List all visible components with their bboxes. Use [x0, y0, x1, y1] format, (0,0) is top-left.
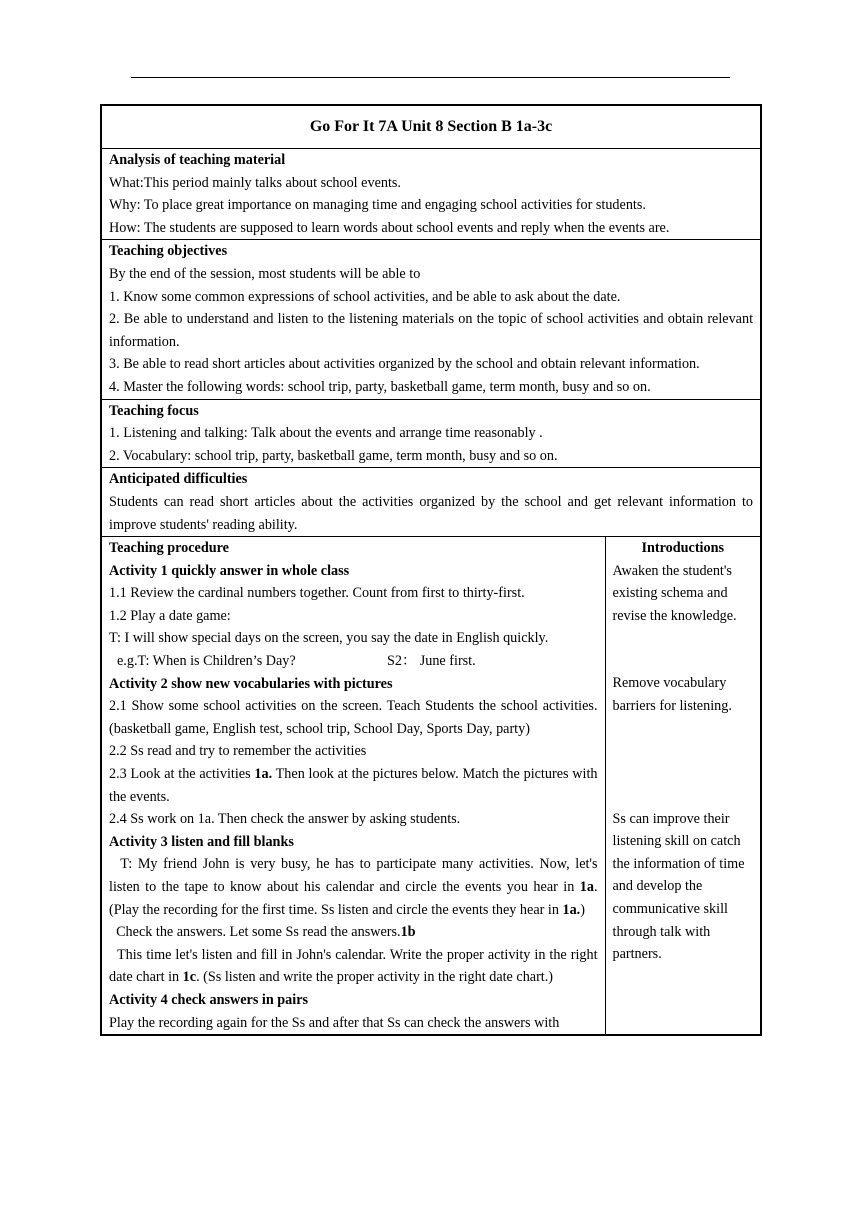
title-row — [101, 105, 761, 149]
objective-4: 4. Master the following words: school trip, party, basketball game, term month, busy and so on. — [109, 378, 651, 395]
activity-1-teacher-line: T: I will show special days on the screen, you say the date in English quickly. — [109, 630, 549, 647]
focus-row — [101, 399, 761, 468]
example-answer: S2： June first. — [387, 653, 476, 670]
activity-3-paragraph-2 — [109, 921, 598, 944]
objectives-row — [101, 240, 761, 399]
p1-text-3: ) — [580, 901, 585, 918]
p1-ref-2: 1a. — [562, 901, 581, 918]
procedure-heading: Teaching procedure — [109, 540, 229, 557]
activity-1-step-1: 1.1 Review the cardinal numbers together. Count from first to thirty-first. — [109, 585, 525, 602]
objectives-intro: By the end of the session, most students will be able to — [109, 265, 421, 282]
p3-ref: 1c — [182, 969, 197, 986]
p2-text: Check the answers. Let some Ss read the answers. — [109, 924, 401, 941]
step-3-text: 2.3 Look at the activities — [109, 766, 255, 783]
difficulties-text: Students can read short articles about the activities organized by the school and get relevant information to improve students' reading ability. — [109, 493, 754, 533]
focus-2: 2. Vocabulary: school trip, party, basketball game, term month, busy and so on. — [109, 447, 558, 464]
difficulties-row — [101, 468, 761, 537]
p2-ref: 1b — [400, 924, 416, 941]
activity-1-example — [109, 650, 598, 673]
introduction-note-3: Ss can improve their listening skill on catch the information of time and develop the communicative skill through talk with partners. — [612, 810, 745, 963]
step-3-text-rest: Then look at the pictures below. Match the pictures with the events. — [109, 766, 598, 805]
p3-text: This time let's listen and fill in John's calendar. Write the proper activity in the right date chart in — [109, 946, 602, 986]
activity-4-step-1: Play the recording again for the Ss and after that Ss can check the answers with — [109, 1014, 560, 1031]
focus-cell — [101, 399, 761, 468]
objective-1: 1. Know some common expressions of school activities, and be able to ask about the date. — [109, 288, 621, 305]
activity-2-step-4: 2.4 Ss work on 1a. Then check the answer by asking students. — [109, 811, 461, 828]
activity-1-step-2: 1.2 Play a date game: — [109, 607, 231, 624]
p1-text: T: My friend John is very busy, he has to participate many activities. Now, let's listen to the tape to know about his calendar and circle the events you hear in — [109, 856, 602, 895]
difficulties-heading: Anticipated difficulties — [109, 471, 248, 488]
activity-2-step-2: 2.2 Ss read and try to remember the activities — [109, 743, 367, 760]
spacer — [613, 627, 754, 672]
activity-1-title: Activity 1 quickly answer in whole class — [109, 562, 350, 579]
difficulties-cell — [101, 468, 761, 537]
p1-ref-1: 1a — [579, 879, 594, 895]
introduction-note-1: Awaken the student's existing schema and revise the knowledge. — [612, 562, 737, 624]
objectives-cell — [101, 240, 761, 399]
p3-text-2: . (Ss listen and write the proper activity in the right date chart.) — [196, 969, 554, 986]
activity-4-title: Activity 4 check answers in pairs — [109, 991, 309, 1008]
analysis-cell — [101, 149, 761, 240]
procedure-cell — [101, 537, 605, 1036]
activity-3-title: Activity 3 listen and fill blanks — [109, 833, 294, 850]
activity-2-step-3 — [109, 763, 598, 808]
focus-heading: Teaching focus — [109, 402, 199, 419]
header-rule — [131, 77, 730, 78]
introductions-cell — [605, 537, 761, 1036]
introductions-heading: Introductions — [641, 540, 725, 557]
introduction-note-2: Remove vocabulary barriers for listening. — [612, 675, 732, 715]
objective-2: 2. Be able to understand and listen to the listening materials on the topic of school activities and obtain relevant information. — [109, 311, 754, 350]
analysis-heading: Analysis of teaching material — [109, 152, 286, 168]
example-question: e.g.T: When is Children’s Day? — [117, 653, 296, 670]
focus-1: 1. Listening and talking: Talk about the events and arrange time reasonably . — [109, 425, 543, 442]
analysis-row — [101, 149, 761, 240]
objective-3: 3. Be able to read short articles about activities organized by the school and obtain relevant information. — [109, 356, 700, 373]
lesson-plan-table — [100, 104, 762, 1036]
activity-2-step-1: 2.1 Show some school activities on the screen. Teach Students the school activities. (basketball game, English test, school trip, School Day, Sports Day, party) — [109, 698, 598, 737]
lesson-title: Go For It 7A Unit 8 Section B 1a-3c — [101, 105, 761, 149]
analysis-what: What:This period mainly talks about school events. — [109, 174, 401, 191]
objectives-heading: Teaching objectives — [109, 243, 228, 260]
p1-text-2: . (Play the recording for the first time. Ss listen and circle the events they hear in — [109, 879, 602, 918]
activity-2-title: Activity 2 show new vocabularies with pictures — [109, 675, 393, 692]
spacer — [613, 718, 754, 808]
step-3-ref: 1a. — [254, 766, 273, 783]
analysis-why: Why: To place great importance on managing time and engaging school activities for students. — [109, 197, 646, 214]
analysis-how: How: The students are supposed to learn words about school events and reply when the events are. — [109, 219, 670, 236]
activity-3-paragraph-1 — [109, 853, 602, 921]
activity-3-paragraph-3 — [109, 944, 602, 989]
procedure-row — [101, 537, 761, 1036]
